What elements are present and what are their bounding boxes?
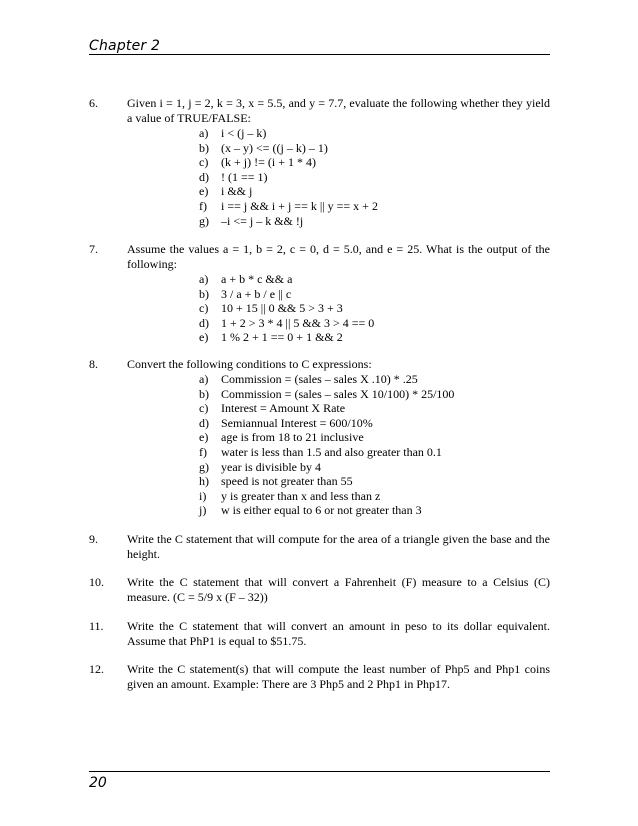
exercise-number: 9.	[89, 532, 98, 546]
page-number: 20	[89, 775, 107, 791]
sub-item-text: year is divisible by 4	[221, 459, 321, 474]
sub-item-letter: d)	[199, 415, 209, 430]
exercise-10	[89, 575, 550, 605]
exercise-text: Assume the values a = 1, b = 2, c = 0, d = 5.0, and e = 25. What is the output of the following:	[127, 242, 550, 271]
sub-item	[127, 214, 550, 229]
sub-item	[127, 430, 550, 445]
sub-item-text: water is less than 1.5 and also greater than 0.1	[221, 444, 442, 459]
sub-item-text: 1 % 2 + 1 == 0 + 1 && 2	[221, 330, 343, 345]
sub-item-text: Commission = (sales – sales X 10/100) * 25/100	[221, 386, 455, 401]
exercise-text: Given i = 1, j = 2, k = 3, x = 5.5, and y = 7.7, evaluate the following whether they yield a value of TRUE/FALSE:	[127, 96, 550, 125]
sub-item-letter: e)	[199, 184, 209, 199]
sub-item-text: Commission = (sales – sales X .10) * .25	[221, 372, 418, 386]
sub-item-letter: b)	[199, 140, 209, 155]
exercise-7	[89, 242, 550, 345]
sub-item	[127, 141, 550, 156]
header-divider	[89, 54, 550, 55]
sub-item-letter: e)	[199, 430, 209, 445]
exercise-number: 8.	[89, 357, 98, 371]
exercise-number: 12.	[89, 662, 104, 676]
sub-item-letter: c)	[199, 401, 209, 416]
sub-item-text: speed is not greater than 55	[221, 474, 353, 489]
exercise-number: 6.	[89, 96, 98, 110]
sub-item-letter: c)	[199, 301, 209, 316]
sub-item-text: –i <= j – k && !j	[221, 213, 304, 228]
sub-item-letter: f)	[199, 444, 207, 459]
sub-item	[127, 301, 550, 316]
sub-item-list	[127, 272, 550, 345]
exercise-text: Write the C statement that will convert a Fahrenheit (F) measure to a Celsius (C) measure. (C = 5/9 x (F – 32))	[127, 575, 550, 604]
sub-item-text: w is either equal to 6 or not greater than 3	[221, 503, 422, 518]
sub-item-text: 10 + 15 || 0 && 5 > 3 + 3	[221, 301, 343, 316]
sub-item-letter: i)	[199, 488, 207, 503]
sub-item	[127, 474, 550, 489]
sub-item-letter: g)	[199, 213, 209, 228]
sub-item	[127, 372, 550, 387]
sub-item-text: i == j && i + j == k || y == x + 2	[221, 198, 378, 213]
sub-item	[127, 184, 550, 199]
sub-item-letter: c)	[199, 155, 209, 170]
sub-item-text: i < (j – k)	[221, 126, 267, 140]
exercise-6	[89, 96, 550, 228]
sub-item-text: age is from 18 to 21 inclusive	[221, 430, 364, 445]
sub-item-list	[127, 372, 550, 518]
footer-divider	[89, 771, 550, 772]
sub-item-text: i && j	[221, 184, 253, 199]
sub-item-letter: h)	[199, 474, 209, 489]
sub-item	[127, 126, 550, 141]
sub-item	[127, 155, 550, 170]
sub-item-text: (k + j) != (i + 1 * 4)	[221, 155, 316, 170]
sub-item-letter: d)	[199, 315, 209, 330]
sub-item-text: a + b * c && a	[221, 272, 293, 286]
sub-item	[127, 287, 550, 302]
sub-item-text: ! (1 == 1)	[221, 169, 268, 184]
exercise-11	[89, 619, 550, 649]
exercise-8	[89, 357, 550, 518]
sub-item-letter: b)	[199, 286, 209, 301]
sub-item-letter: j)	[199, 503, 207, 518]
sub-item-letter: a)	[199, 126, 209, 140]
sub-item	[127, 460, 550, 475]
sub-item	[127, 387, 550, 402]
sub-item	[127, 489, 550, 504]
sub-item-text: 1 + 2 > 3 * 4 || 5 && 3 > 4 == 0	[221, 315, 375, 330]
exercise-number: 7.	[89, 242, 98, 256]
chapter-title: Chapter 2	[89, 38, 161, 54]
sub-item	[127, 272, 550, 287]
sub-item	[127, 416, 550, 431]
sub-item-text: y is greater than x and less than z	[221, 488, 381, 503]
sub-item-text: Interest = Amount X Rate	[221, 401, 346, 416]
sub-item	[127, 445, 550, 460]
exercise-12	[89, 662, 550, 692]
sub-item-letter: d)	[199, 169, 209, 184]
sub-item-letter: e)	[199, 330, 209, 345]
sub-item-letter: f)	[199, 198, 207, 213]
sub-item	[127, 316, 550, 331]
sub-item-letter: a)	[199, 372, 209, 386]
sub-item-text: Semiannual Interest = 600/10%	[221, 415, 373, 430]
sub-item-letter: a)	[199, 272, 209, 286]
sub-item-text: 3 / a + b / e || c	[221, 286, 292, 301]
sub-item	[127, 170, 550, 185]
exercise-text: Write the C statement that will convert an amount in peso to its dollar equivalent. Assume that PhP1 is equal to $51.75.	[127, 619, 550, 648]
sub-item-text: (x – y) <= ((j – k) – 1)	[221, 140, 328, 155]
sub-item	[127, 401, 550, 416]
exercise-text: Convert the following conditions to C expressions:	[127, 357, 372, 371]
sub-item	[127, 503, 550, 518]
sub-item-letter: b)	[199, 386, 209, 401]
sub-item-list	[127, 126, 550, 228]
sub-item	[127, 199, 550, 214]
exercise-number: 10.	[89, 575, 104, 589]
sub-item-letter: g)	[199, 459, 209, 474]
exercise-number: 11.	[89, 619, 104, 633]
exercise-text: Write the C statement that will compute for the area of a triangle given the base and the height.	[127, 532, 550, 561]
sub-item	[127, 330, 550, 345]
exercise-9	[89, 532, 550, 562]
exercise-text: Write the C statement(s) that will compute the least number of Php5 and Php1 coins given an amount. Example: There are 3 Php5 and 2 Php1 in Php17.	[127, 662, 550, 691]
